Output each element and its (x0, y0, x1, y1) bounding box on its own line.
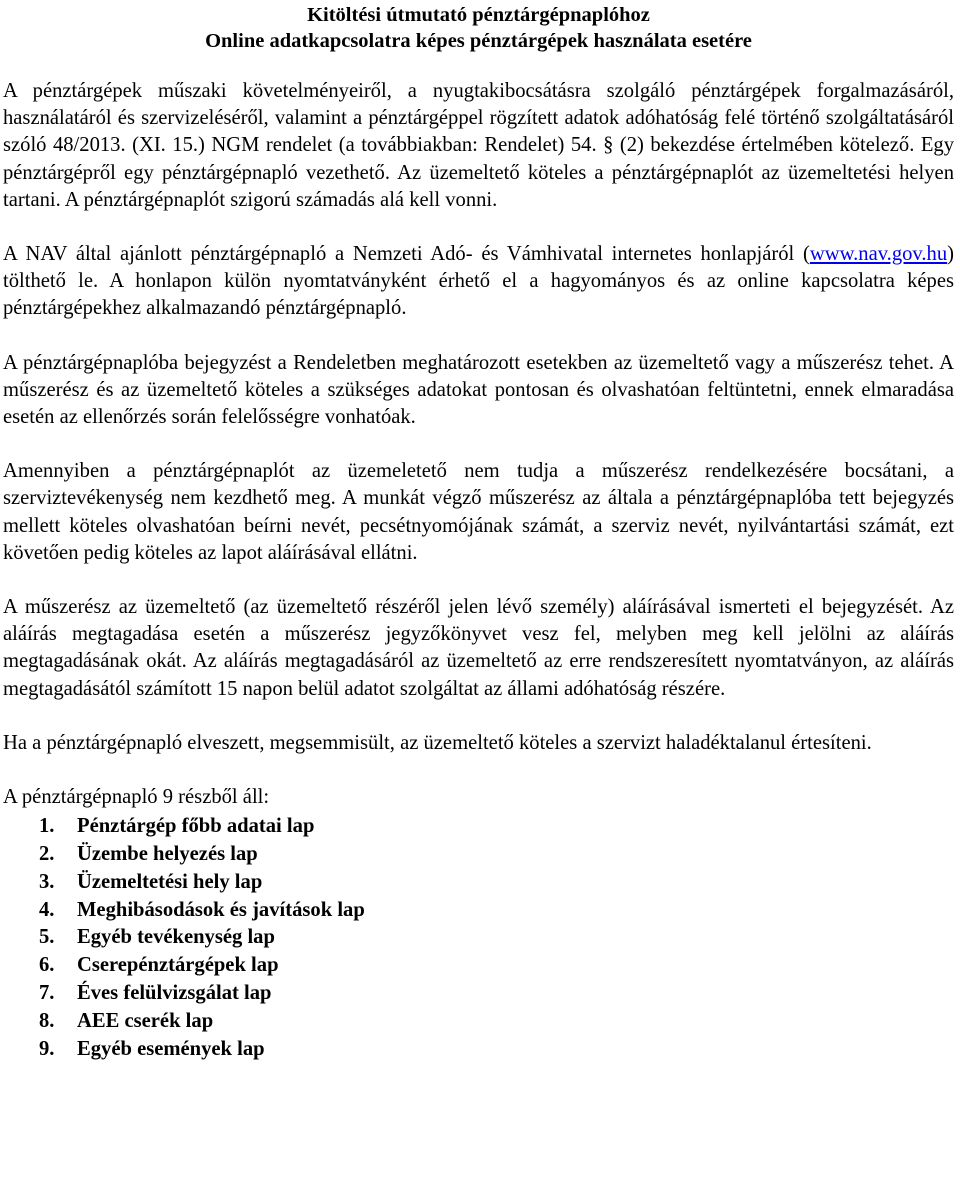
title-line-2: Online adatkapcsolatra képes pénztárgépek használata esetére (205, 30, 752, 52)
list-item (3, 1008, 954, 1036)
paragraph-signature: A műszerész az üzemeltető (az üzemeltető részéről jelen lévő személy) aláírásával ismerteti el bejegyzését. Az aláírás megtagadása esetén a műszerész jegyzőkönyvet vesz fel, melyben meg kell jelölni az aláírás megtagadásának okát. Az aláírás megtagadásáról az üzemeltető az erre rendszeresített nyomtatványon, az aláírás megtagadásától számított 15 napon belül adatot szolgáltat az állami adóhatóság részére. (3, 596, 954, 700)
paragraph-download-text-before: A NAV által ajánlott pénztárgépnapló a Nemzeti Adó- és Vámhivatal internetes honlapjáról ( (3, 243, 810, 266)
list-item-label: AEE cserék lap (77, 1009, 214, 1032)
list-item-label: Üzemeltetési hely lap (77, 870, 263, 893)
list-item-number: 3. (39, 870, 55, 893)
list-item-number: 1. (39, 815, 55, 838)
nav-website-link[interactable]: www.nav.gov.hu (809, 243, 948, 266)
list-item-label: Egyéb tevékenység lap (77, 926, 275, 949)
list-item-number: 8. (39, 1009, 55, 1032)
list-item (3, 1036, 954, 1064)
parts-list-intro: A pénztárgépnapló 9 részből áll: (3, 786, 270, 809)
paragraph-download-info (3, 241, 954, 323)
list-item (3, 841, 954, 869)
list-item (3, 869, 954, 897)
paragraph-lost-log: Ha a pénztárgépnapló elveszett, megsemmisült, az üzemeltető köteles a szervizt haladéktalanul értesíteni. (3, 731, 872, 754)
list-item-number: 2. (39, 843, 55, 866)
list-item (3, 924, 954, 952)
list-item-label: Éves felülvizsgálat lap (77, 982, 272, 1005)
list-item (3, 897, 954, 925)
document-title (3, 0, 954, 54)
list-item-label: Pénztárgép főbb adatai lap (77, 815, 315, 838)
paragraph-technician-duties: Amennyiben a pénztárgépnaplót az üzemeletető nem tudja a műszerész rendelkezésére bocsátani, a szerviztevékenység nem kezdhető meg. A munkát végző műszerész az általa a pénztárgépnaplóba tett bejegyzés mellett köteles olvashatóan beírni nevét, pecsétnyomójának számát, a szerviz nevét, nyilvántartási számát, ezt követően pedig köteles az lapot aláírásával ellátni. (3, 460, 954, 564)
title-line-1: Kitöltési útmutató pénztárgépnaplóhoz (307, 4, 650, 26)
list-item-label: Cserepénztárgépek lap (77, 954, 279, 977)
paragraph-legal-basis: A pénztárgépek műszaki követelményeiről, a nyugtakibocsátásra szolgáló pénztárgépek forgalmazásáról, használatáról és szervizeléséről, valamint a pénztárgéppel rögzített adatok adóhatóság felé történő szolgáltatásáról szóló 48/2013. (XI. 15.) NGM rendelet (a továbbiakban: Rendelet) 54. § (2) bekezdése értelmében kötelező. Egy pénztárgépről egy pénztárgépnapló vezethető. Az üzemeltető köteles a pénztárgépnaplót az üzemeltetési helyen tartani. A pénztárgépnaplót szigorú számadás alá kell vonni. (3, 80, 954, 211)
list-item-label: Meghibásodások és javítások lap (77, 898, 365, 921)
paragraph-entries: A pénztárgépnaplóba bejegyzést a Rendeletben meghatározott esetekben az üzemeltető vagy a műszerész tehet. A műszerész és az üzemeltető köteles a szükséges adatokat pontosan és olvashatóan feltüntetni, ennek elmaradása esetén az ellenőrzés során felelősségre vonhatóak. (3, 351, 954, 429)
list-item-label: Egyéb események lap (77, 1037, 265, 1060)
paragraph-download-text-after: ) tölthető le. A honlapon külön nyomtatványként érhető el a hagyományos és az online kapcsolatra képes pénztárgépekhez alkalmazandó pénztárgépnapló. (3, 243, 954, 320)
list-item (3, 980, 954, 1008)
list-item-number: 9. (39, 1037, 55, 1060)
list-item-label: Üzembe helyezés lap (77, 843, 258, 866)
parts-list (3, 813, 954, 1063)
list-item (3, 813, 954, 841)
list-item-number: 6. (39, 954, 55, 977)
list-item-number: 4. (39, 898, 55, 921)
list-item-number: 7. (39, 982, 55, 1005)
list-item-number: 5. (39, 926, 55, 949)
list-item (3, 952, 954, 980)
